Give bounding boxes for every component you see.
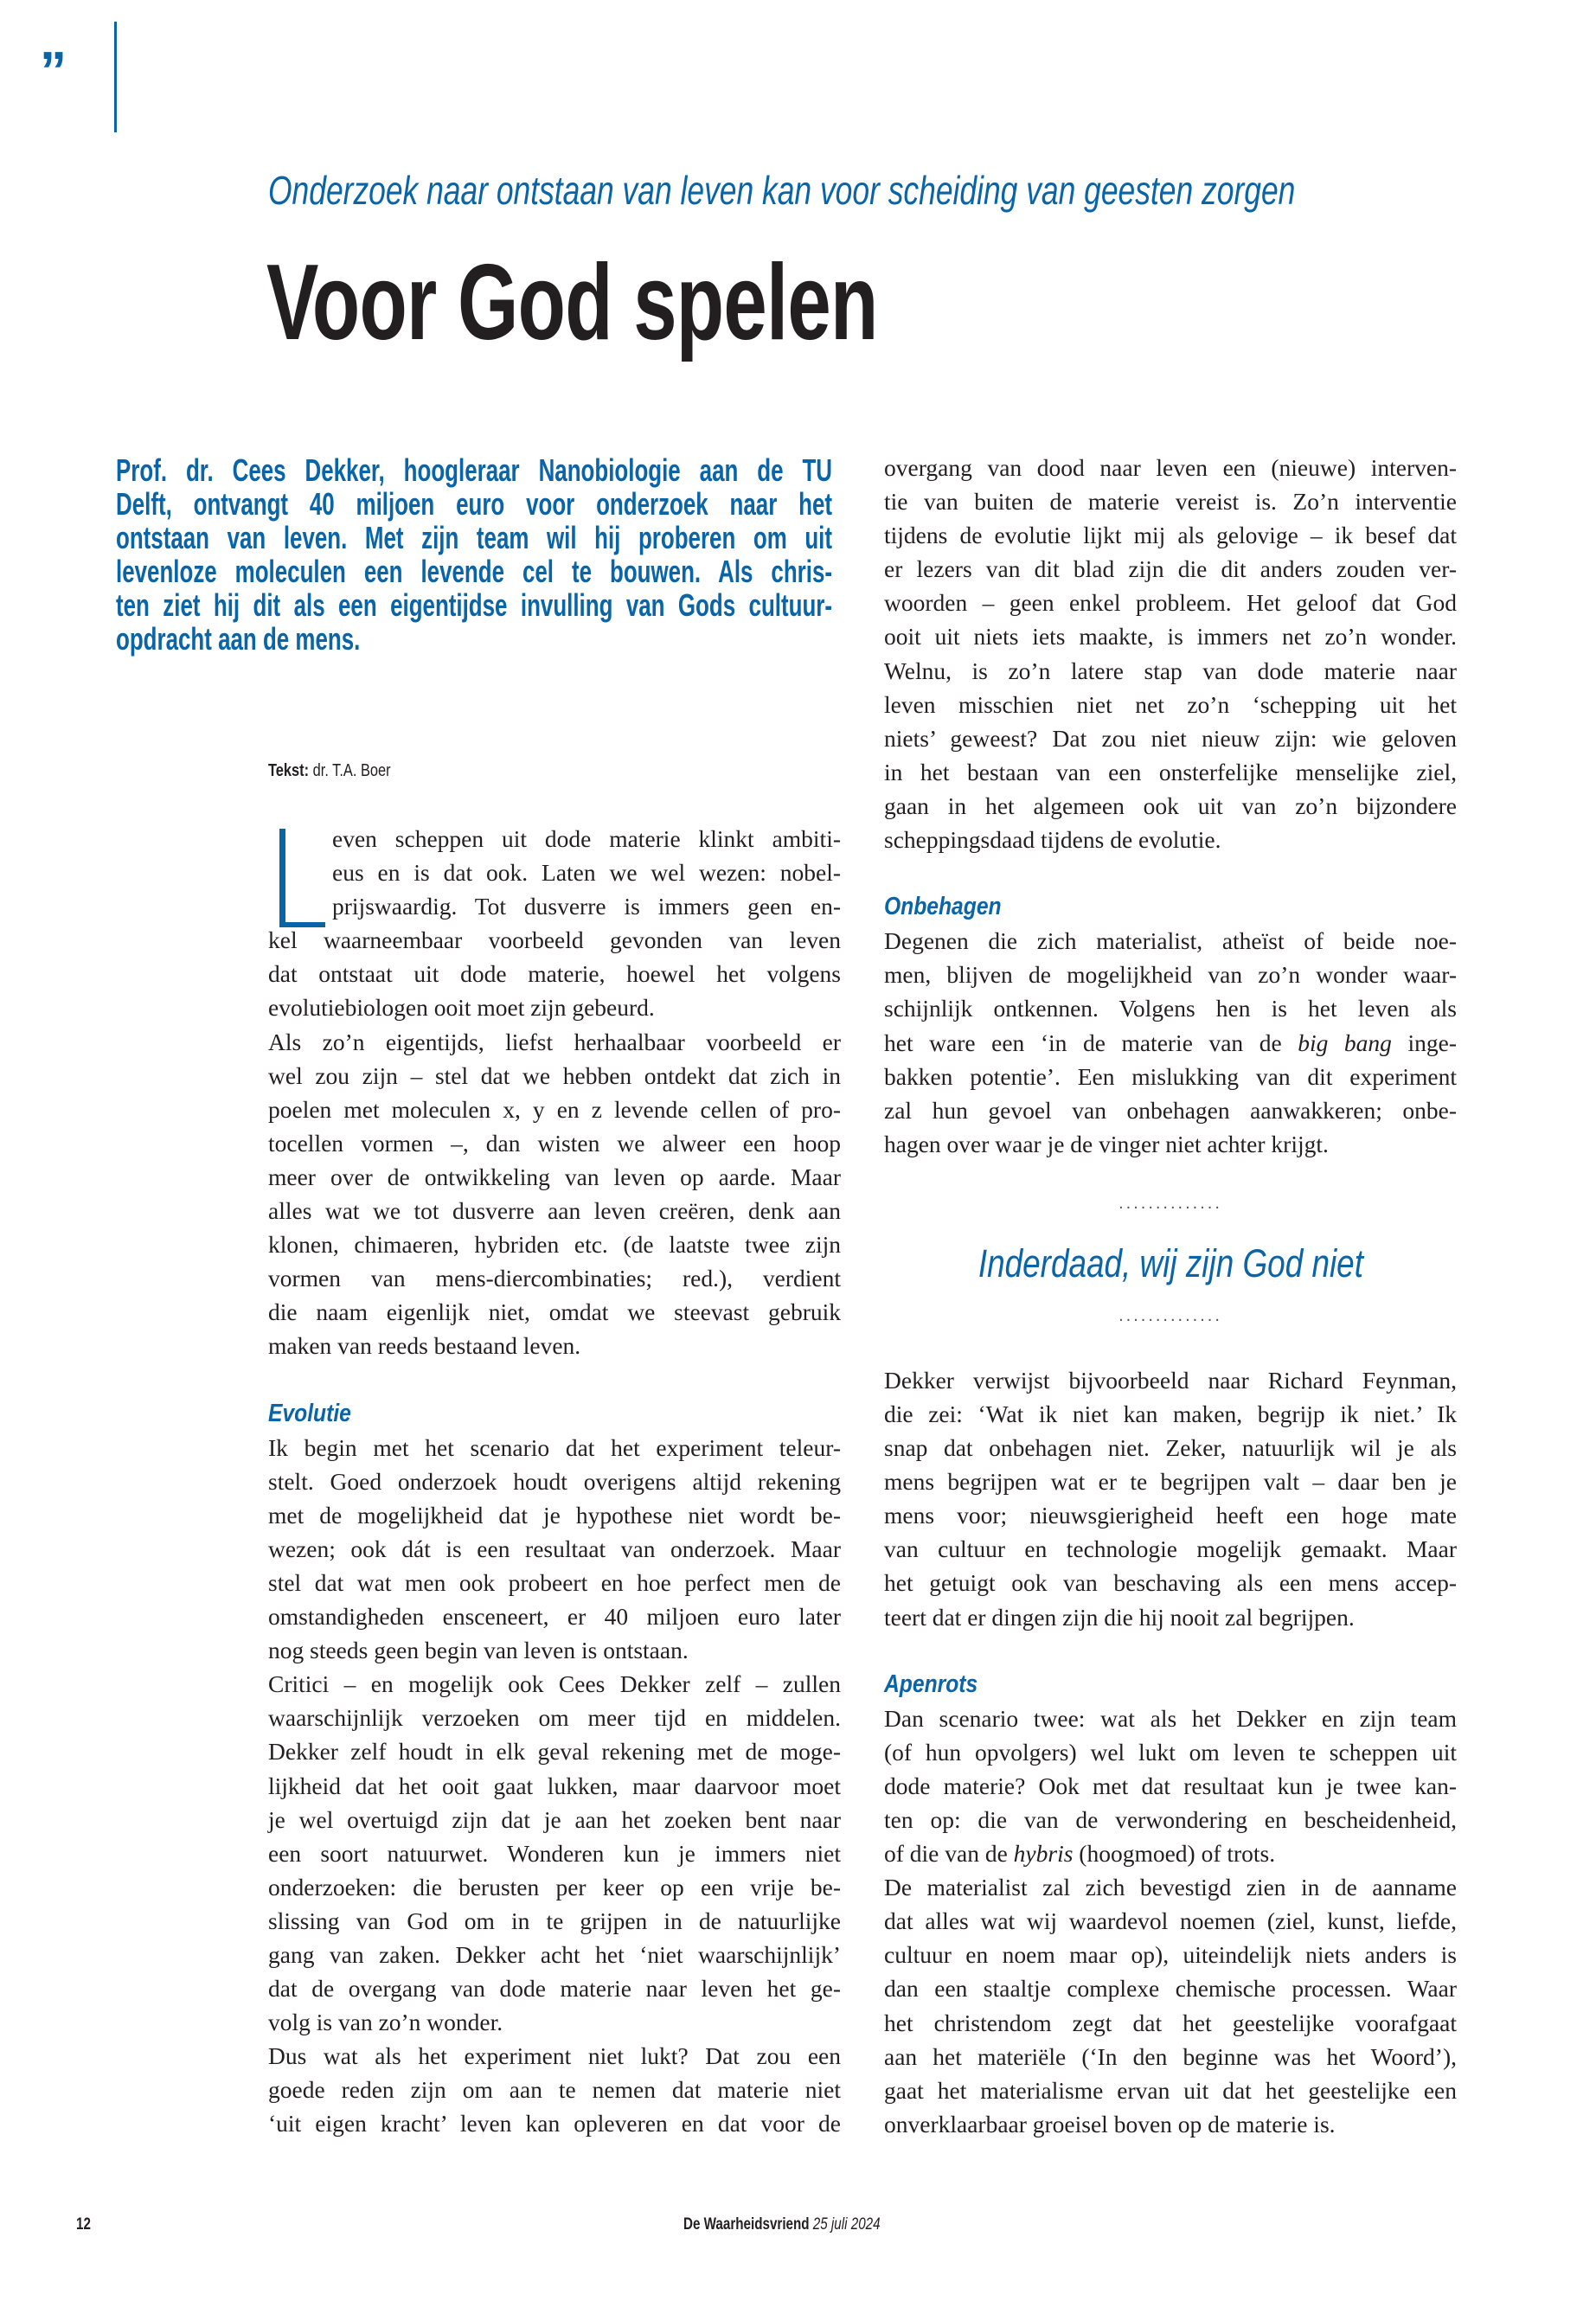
text-line: bakken potentie’. Een mislukking van dit experiment bbox=[884, 1062, 1457, 1090]
text-line: cultuur en noem maar op), uiteindelijk niets anders is bbox=[884, 1941, 1457, 1969]
text-line: snap dat onbehagen niet. Zeker, natuurlijk wil je als bbox=[884, 1434, 1457, 1462]
text-line: dode materie? Ook met dat resultaat kun je twee kan- bbox=[884, 1772, 1457, 1799]
text-line: niets’ geweest? Dat zou niet nieuw zijn: wie geloven bbox=[884, 724, 1457, 752]
text-line: woorden – geen enkel probleem. Het geloof dat God bbox=[884, 589, 1457, 617]
paragraph bbox=[268, 1667, 841, 2039]
text-line: Ik begin met het scenario dat het experiment teleur- bbox=[268, 1433, 841, 1461]
text-line: dan een staaltje complexe chemische processen. Waar bbox=[884, 1975, 1457, 2003]
pull-quote-text: Inderdaad, wij zijn God niet bbox=[977, 1240, 1363, 1285]
publication-name: De Waarheidsvriend bbox=[683, 2215, 810, 2234]
paragraph bbox=[884, 1702, 1457, 1870]
text-line: in het bestaan van een onsterfelijke menselijke ziel, bbox=[884, 758, 1457, 785]
lead-line: Prof. dr. Cees Dekker, hoogleraar Nanobiologie aan de TU bbox=[116, 452, 833, 488]
page-number: 12 bbox=[76, 2215, 91, 2234]
text-line: hagen over waar je de vinger niet achter krijgt. bbox=[884, 1130, 1329, 1157]
lead-line: ten ziet hij dit als een eigentijdse invulling van Gods cultuur- bbox=[116, 587, 833, 624]
text-line: met de mogelijkheid dat je hypothese niet wordt be- bbox=[268, 1501, 841, 1529]
text-line: tocellen vormen –, dan wisten we alweer een hoop bbox=[268, 1129, 841, 1157]
emphasis: big bang bbox=[1298, 1029, 1392, 1056]
text-line: stel dat wat men ook probeert en hoe perfect men de bbox=[268, 1568, 841, 1596]
text-line: volg is van zo’n wonder. bbox=[268, 2009, 503, 2036]
text-line: eus en is dat ook. Laten we wel wezen: nobel- bbox=[332, 859, 841, 887]
text-line: mens begrijpen wat er te begrijpen valt – daar ben je bbox=[884, 1468, 1457, 1496]
drop-cap-L bbox=[279, 829, 325, 927]
text-line: lijkheid dat het ooit gaat lukken, maar daarvoor moet bbox=[268, 1772, 841, 1799]
text-line: die zei: ‘Wat ik niet kan maken, begrijp ik niet.’ Ik bbox=[884, 1400, 1457, 1427]
text-line: onderzoeken: die berusten per keer op een vrije be- bbox=[268, 1873, 841, 1900]
text-line: Welnu, is zo’n latere stap van dode materie naar bbox=[884, 657, 1457, 684]
text-line: aan het materiële (‘In den beginne was het Woord’), bbox=[884, 2042, 1457, 2070]
text-line: even scheppen uit dode materie klinkt ambiti- bbox=[332, 825, 841, 852]
text-line: onverklaarbaar groeisel boven op de materie is. bbox=[884, 2110, 1336, 2138]
byline bbox=[268, 761, 391, 781]
section-heading: Apenrots bbox=[884, 1670, 978, 1698]
quote-mark-icon: ” bbox=[40, 42, 67, 101]
text-line: die naam eigenlijk niet, omdat we steevast gebruik bbox=[268, 1298, 841, 1326]
lead-line: Delft, ontvangt 40 miljoen euro voor onderzoek naar het bbox=[116, 486, 833, 522]
text-line: ‘uit eigen kracht’ leven kan opleveren en dat voor de bbox=[268, 2110, 841, 2138]
text-line: mens voor; nieuwsgierigheid heeft een hoge mate bbox=[884, 1502, 1457, 1529]
text-line: een soort natuurwet. Wonderen kun je immers niet bbox=[268, 1839, 841, 1867]
text-line: klonen, chimaeren, hybriden etc. (de laatste twee zijn bbox=[268, 1231, 841, 1259]
paragraph bbox=[268, 2039, 841, 2140]
text-line: leven misschien niet net zo’n ‘schepping uit het bbox=[884, 690, 1457, 718]
text-line: Dus wat als het experiment niet lukt? Dat zou een bbox=[268, 2042, 841, 2070]
text-line: Dan scenario twee: wat als het Dekker en zijn team bbox=[884, 1704, 1457, 1732]
text-line: tijdens de evolutie lijkt mij als gelovige – ik besef dat bbox=[884, 522, 1457, 549]
text-line: zal hun gevoel van onbehagen aanwakkeren; onbe- bbox=[884, 1096, 1457, 1124]
text-line: omstandigheden ensceneert, er 40 miljoen euro later bbox=[268, 1603, 841, 1631]
text-line: goede reden zijn om aan te nemen dat materie niet bbox=[268, 2076, 841, 2104]
text-line: gaat het materialisme ervan uit dat het geestelijke een bbox=[884, 2076, 1457, 2104]
text-line: dat de overgang van dode materie naar leven het ge- bbox=[268, 1975, 841, 2003]
dotted-divider: .............. bbox=[1118, 1305, 1222, 1325]
text-line: teert dat er dingen zijn die hij nooit zal begrijpen. bbox=[884, 1603, 1355, 1631]
dotted-divider: .............. bbox=[1118, 1193, 1222, 1213]
text-line: het getuigt ook van beschaving als een mens accep- bbox=[884, 1569, 1457, 1597]
byline-label: Tekst: bbox=[268, 761, 310, 780]
text-line: dat ontstaat uit dode materie, hoewel het volgens bbox=[268, 960, 841, 988]
text-line: evolutiebiologen ooit moet zijn gebeurd. bbox=[268, 994, 655, 1022]
text-line: schijnlijk ontkennen. Volgens hen is het leven als bbox=[884, 995, 1457, 1022]
text-line: overgang van dood naar leven een (nieuwe) interven- bbox=[884, 454, 1457, 481]
text-line: men, blijven de mogelijkheid van zo’n wonder waar- bbox=[884, 961, 1457, 989]
column-right bbox=[884, 451, 1457, 2141]
lead-paragraph bbox=[116, 446, 833, 657]
text-line: ten op: die van de verwondering en bescheidenheid, bbox=[884, 1806, 1457, 1833]
paragraph bbox=[884, 924, 1457, 1161]
text-line: waarschijnlijk verzoeken om meer tijd en middelen. bbox=[268, 1704, 841, 1732]
footer-publication bbox=[683, 2215, 881, 2234]
text-line: scheppingsdaad tijdens de evolutie. bbox=[884, 826, 1221, 854]
paragraph bbox=[884, 1363, 1457, 1634]
text-line: er lezers van dit blad zijn die dit anders zouden ver- bbox=[884, 555, 1457, 583]
paragraph bbox=[884, 451, 1457, 856]
text-line: poelen met moleculen x, y en z levende cellen of pro- bbox=[268, 1095, 841, 1123]
text-line: alles wat we tot dusverre aan leven creëren, denk aan bbox=[268, 1197, 841, 1225]
text-line: meer over de ontwikkeling van leven op aarde. Maar bbox=[268, 1163, 841, 1190]
text-line: wel zou zijn – stel dat we hebben ontdekt dat zich in bbox=[268, 1061, 841, 1089]
text-line: nog steeds geen begin van leven is ontstaan. bbox=[268, 1637, 689, 1664]
text-line: het ware een ‘in de materie van de big bang inge- bbox=[884, 1029, 1457, 1056]
text-line: slissing van God om in te grijpen in de natuurlijke bbox=[268, 1907, 841, 1934]
pull-quote bbox=[884, 1195, 1457, 1363]
text-line: Als zo’n eigentijds, liefst herhaalbaar voorbeeld er bbox=[268, 1028, 841, 1055]
text-line: dat alles wat wij waardevol noemen (ziel, kunst, liefde, bbox=[884, 1907, 1457, 1935]
emphasis: hybris bbox=[1013, 1840, 1074, 1868]
paragraph bbox=[268, 1431, 841, 1668]
text-line: (of hun opvolgers) wel lukt om leven te scheppen uit bbox=[884, 1738, 1457, 1766]
text-line: Degenen die zich materialist, atheïst of beide noe- bbox=[884, 927, 1457, 955]
text-line: Critici – en mogelijk ook Cees Dekker zelf – zullen bbox=[268, 1670, 841, 1698]
publication-date: 25 juli 2024 bbox=[812, 2215, 881, 2234]
section-heading: Onbehagen bbox=[884, 893, 1002, 921]
text-line: maken van reeds bestaand leven. bbox=[268, 1332, 581, 1360]
text-line: prijswaardig. Tot dusverre is immers geen en- bbox=[332, 893, 841, 920]
column-left bbox=[268, 822, 841, 2141]
text-line: je wel overtuigd zijn dat je aan het zoeken bent naar bbox=[268, 1805, 841, 1833]
lead-line: opdracht aan de mens. bbox=[116, 621, 361, 657]
text-line: kel waarneembaar voorbeeld gevonden van leven bbox=[268, 926, 841, 954]
text-line: wezen; ook dát is een resultaat van onderzoek. Maar bbox=[268, 1535, 841, 1562]
lead-line: ontstaan van leven. Met zijn team wil hij proberen om uit bbox=[116, 520, 833, 556]
text-line: vormen van mens-diercombinaties; red.), verdient bbox=[268, 1265, 841, 1292]
text-line: Dekker verwijst bijvoorbeeld naar Richard Feynman, bbox=[884, 1366, 1457, 1394]
paragraph bbox=[268, 1025, 841, 1363]
text-line: van cultuur en technologie mogelijk gemaakt. Maar bbox=[884, 1535, 1457, 1563]
text-line: ooit uit niets iets maakte, is immers net zo’n wonder. bbox=[884, 623, 1457, 651]
section-heading: Evolutie bbox=[268, 1399, 351, 1427]
text-line: gaan in het algemeen ook uit van zo’n bijzondere bbox=[884, 792, 1457, 819]
byline-author: dr. T.A. Boer bbox=[312, 761, 391, 780]
article-subtitle: Onderzoek naar ontstaan van leven kan voor scheiding van geesten zorgen bbox=[268, 168, 1296, 213]
article-title: Voor God spelen bbox=[266, 243, 878, 362]
text-line: Dekker zelf houdt in elk geval rekening met de moge- bbox=[268, 1738, 841, 1766]
text-line: tie van buiten de materie vereist is. Zo’n interventie bbox=[884, 488, 1457, 516]
text-line: het christendom zegt dat het geestelijke voorafgaat bbox=[884, 2009, 1457, 2036]
paragraph bbox=[268, 822, 841, 1025]
lead-line: levenloze moleculen een levende cel te bouwen. Als chris- bbox=[116, 554, 833, 590]
text-line: gang van zaken. Dekker acht het ‘niet waarschijnlijk’ bbox=[268, 1941, 841, 1968]
text-line: De materialist zal zich bevestigd zien in de aanname bbox=[884, 1874, 1457, 1901]
text-line: stelt. Goed onderzoek houdt overigens altijd rekening bbox=[268, 1467, 841, 1495]
vertical-rule bbox=[114, 22, 117, 132]
text-line: of die van de hybris (hoogmoed) of trots. bbox=[884, 1840, 1276, 1868]
paragraph bbox=[884, 1870, 1457, 2141]
